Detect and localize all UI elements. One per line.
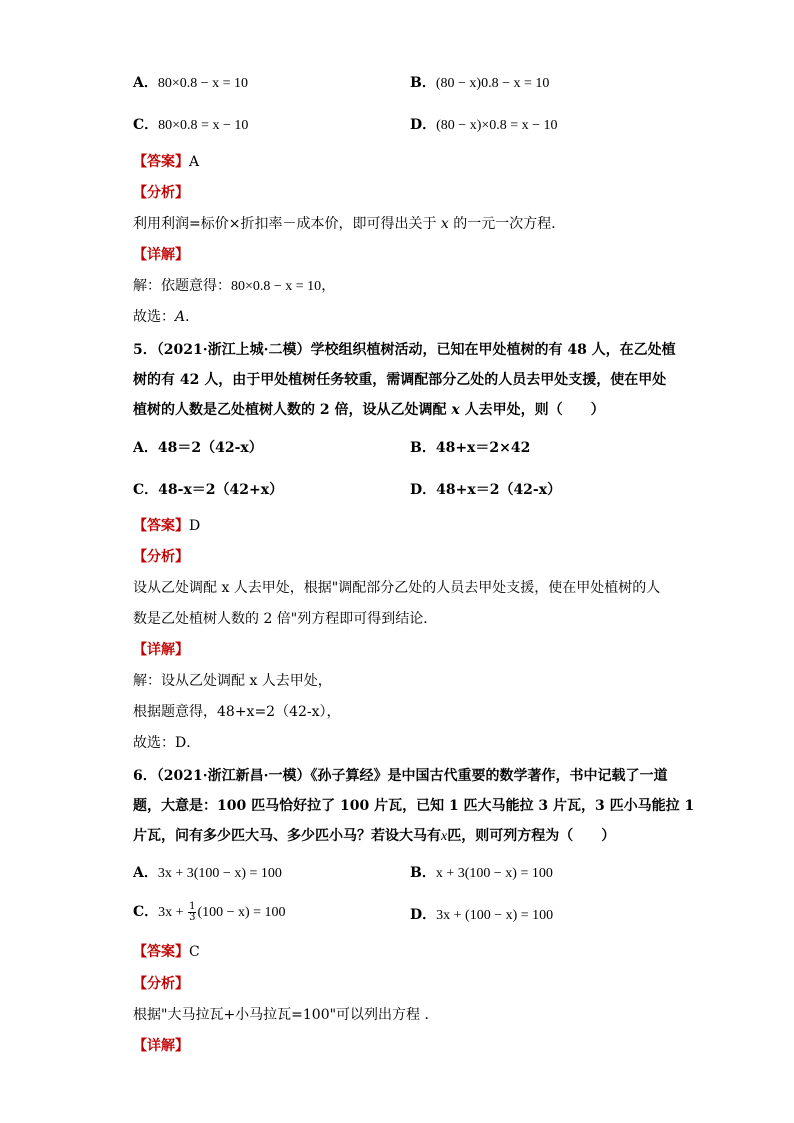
q4-answer: 【答案】A: [133, 154, 200, 170]
q5-detail-tag: 【详解】: [133, 642, 189, 658]
q5-analysis-line2: 数是乙处植树人数的 2 倍"列方程即可得到结论．: [133, 611, 438, 627]
q6-stem-line1: 6．（2021·浙江新昌·一模）《孙子算经》是中国古代重要的数学著作，书中记载了一道: [133, 768, 668, 784]
q6-answer: 【答案】C: [133, 944, 200, 960]
q5-detail-line3: 故选：D．: [133, 735, 201, 751]
q5-analysis-tag: 【分析】: [133, 549, 189, 565]
q5-stem-line3: 植树的人数是乙处植树人数的 2 倍，设从乙处调配 x 人去甲处，则（ ）: [133, 402, 605, 418]
q4-option-b: B．(80 − x)0.8 − x = 10: [410, 75, 550, 91]
q6-detail-tag: 【详解】: [133, 1038, 189, 1054]
q4-option-a: A．80×0.8 − x = 10: [133, 75, 249, 91]
q5-detail-line2: 根据题意得，48+x=2（42-x），: [133, 704, 341, 720]
q5-option-a: A．48＝2（42-x）: [133, 440, 263, 456]
q4-analysis-tag: 【分析】: [133, 185, 189, 201]
q4-choose: 故选：A．: [133, 309, 200, 325]
q6-stem-line3: 片瓦，问有多少匹大马、多少匹小马？若设大马有x匹，则可列方程为（ ）: [133, 828, 616, 844]
q6-analysis-line1: 根据"大马拉瓦+小马拉瓦=100"可以列出方程 ．: [133, 1007, 439, 1023]
q6-option-c: C．3x + $\frac{1}{3}$ (100 − x) = 100: [133, 900, 286, 923]
q4-analysis-text: 利用利润=标价×折扣率－成本价，即可得出关于 x 的一元一次方程．: [133, 216, 566, 232]
q6-option-a: A．3x + 3(100 − x) = 100: [133, 865, 282, 881]
q4-detail-tag: 【详解】: [133, 247, 189, 263]
q4-option-c: C．80×0.8 = x − 10: [133, 117, 249, 133]
q6-analysis-tag: 【分析】: [133, 976, 189, 992]
q6-option-d: D．3x + (100 − x) = 100: [410, 907, 554, 923]
q5-detail-line1: 解：设从乙处调配 x 人去甲处，: [133, 673, 332, 689]
q4-detail-text: 解：依题意得：80×0.8 − x = 10，: [133, 278, 336, 294]
q5-option-b: B．48+x＝2×42: [410, 440, 531, 456]
q5-option-c: C．48-x＝2（42+x）: [133, 482, 284, 498]
q5-analysis-line1: 设从乙处调配 x 人去甲处，根据"调配部分乙处的人员去甲处支援，使在甲处植树的人: [133, 580, 661, 596]
fraction-one-third: $\frac{1}{3}$: [189, 900, 196, 923]
q6-option-b: B．x + 3(100 − x) = 100: [410, 865, 553, 881]
q5-option-d: D．48+x＝2（42-x）: [410, 482, 562, 498]
q4-option-d: D．(80 − x)×0.8 = x − 10: [410, 117, 558, 133]
q5-stem-line2: 树的有 42 人，由于甲处植树任务较重，需调配部分乙处的人员去甲处支援，使在甲处: [133, 372, 667, 388]
q5-answer: 【答案】D: [133, 518, 201, 534]
q5-stem-line1: 5．（2021·浙江上城·二模）学校组织植树活动，已知在甲处植树的有 48 人，在乙处植: [133, 342, 676, 358]
q6-stem-line2: 题，大意是：100 匹马恰好拉了 100 片瓦，已知 1 匹大马能拉 3 片瓦，3 匹小马能拉 1: [133, 798, 695, 814]
